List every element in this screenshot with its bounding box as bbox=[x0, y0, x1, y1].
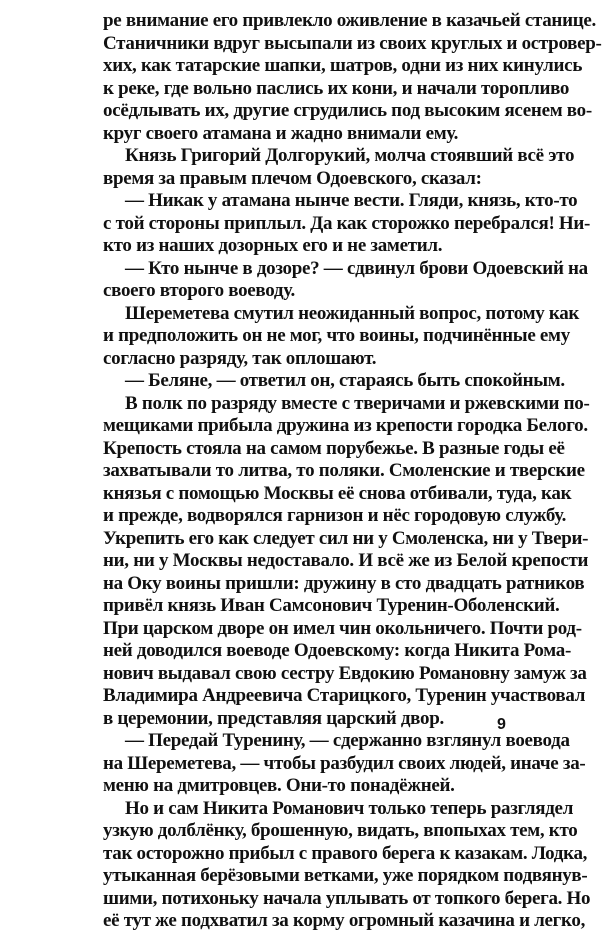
text-line: на Шереметева, — чтобы разбудил своих людей, иначе за- bbox=[103, 752, 586, 774]
text-line: с той стороны приплыл. Да как сторожко перебрался! Ни- bbox=[103, 212, 591, 234]
text-line: её тут же подхватил за корму огромный казачина и легко, bbox=[103, 910, 586, 931]
text-line: Крепость стояла на самом порубежье. В разные годы её bbox=[103, 437, 565, 459]
text-line: — Кто нынче в дозоре? — сдвинул брови Одоевский на bbox=[125, 257, 588, 279]
text-line: захватывали то литва, то поляки. Смоленские и тверские bbox=[103, 460, 585, 481]
text-line: на Оку воины пришли: дружину в сто двадцать ратников bbox=[103, 572, 585, 594]
text-line: так осторожно прибыл с правого берега к казакам. Лодка, bbox=[103, 842, 588, 864]
text-line: При царском дворе он имел чин окольничего. Почти род- bbox=[103, 617, 582, 639]
text-line: нович выдавал свою сестру Евдокию Романовну замуж за bbox=[103, 662, 587, 684]
text-line: утыканная берёзовыми ветками, уже порядком подвянув- bbox=[103, 865, 588, 886]
text-line: к реке, где вольно паслись их кони, и начали торопливо bbox=[103, 77, 570, 99]
text-line: в церемонии, представляя царский двор. bbox=[103, 707, 444, 729]
text-line: Укрепить его как следует сил ни у Смоленска, ни у Твери- bbox=[103, 527, 589, 549]
text-line: меню на дмитровцев. Они-то понадёжней. bbox=[103, 775, 455, 796]
text-line: узкую долблёнку, брошенную, видать, впопыхах тем, кто bbox=[103, 820, 578, 841]
text-line: ни, ни у Москвы недоставало. И всё же из Белой крепости bbox=[103, 550, 589, 571]
text-line: Шереметева смутил неожиданный вопрос, потому как bbox=[125, 302, 580, 324]
text-line: кто из наших дозорных его и не заметил. bbox=[103, 235, 443, 256]
text-line: согласно разряду, так оплошают. bbox=[103, 347, 377, 369]
text-line: — Никак у атамана нынче вести. Гляди, князь, кто-то bbox=[125, 190, 578, 211]
text-line: шими, потихоньку начала уплывать от топкого берега. Но bbox=[103, 887, 591, 909]
text-line: и прежде, водворялся гарнизон и нёс городовую службу. bbox=[103, 505, 567, 526]
text-line: мещиками прибыла дружина из крепости городка Белого. bbox=[103, 415, 588, 436]
text-line: осёдлывать их, другие сгрудились под высоким ясенем во- bbox=[103, 100, 592, 121]
text-line: круг своего атамана и жадно внимали ему. bbox=[103, 122, 459, 144]
text-line: Князь Григорий Долгорукий, молча стоявший всё это bbox=[125, 145, 575, 166]
text-line: своего второго воеводу. bbox=[103, 280, 295, 301]
text-line: ней доводился воеводе Одоевскому: когда Никита Рома- bbox=[103, 640, 572, 661]
text-line: князья с помощью Москвы её снова отбивали, туда, как bbox=[103, 482, 572, 504]
text-line: — Передай Туренину, — сдержанно взглянул воевода bbox=[125, 730, 570, 751]
text-line: Станичники вдруг высыпали из своих круглых и островер- bbox=[103, 32, 602, 54]
text-line: ре внимание его привлекло оживление в казачьей станице. bbox=[103, 10, 596, 31]
text-line: хих, как татарские шапки, шатров, одни из них кинулись bbox=[103, 55, 583, 76]
text-line: и предположить он не мог, что воины, подчинённые ему bbox=[103, 325, 570, 346]
text-line: привёл князь Иван Самсонович Туренин-Оболенский. bbox=[103, 595, 560, 616]
page-number: 9 bbox=[497, 716, 506, 733]
text-line: — Беляне, — ответил он, стараясь быть спокойным. bbox=[125, 370, 565, 391]
body-text bbox=[103, 10, 602, 933]
text-line: время за правым плечом Одоевского, сказал: bbox=[103, 167, 482, 189]
text-line: В полк по разряду вместе с тверичами и ржевскими по- bbox=[125, 392, 590, 414]
text-line: Владимира Андреевича Старицкого, Туренин участвовал bbox=[103, 685, 586, 706]
text-line: Но и сам Никита Романович только теперь разглядел bbox=[125, 797, 574, 819]
